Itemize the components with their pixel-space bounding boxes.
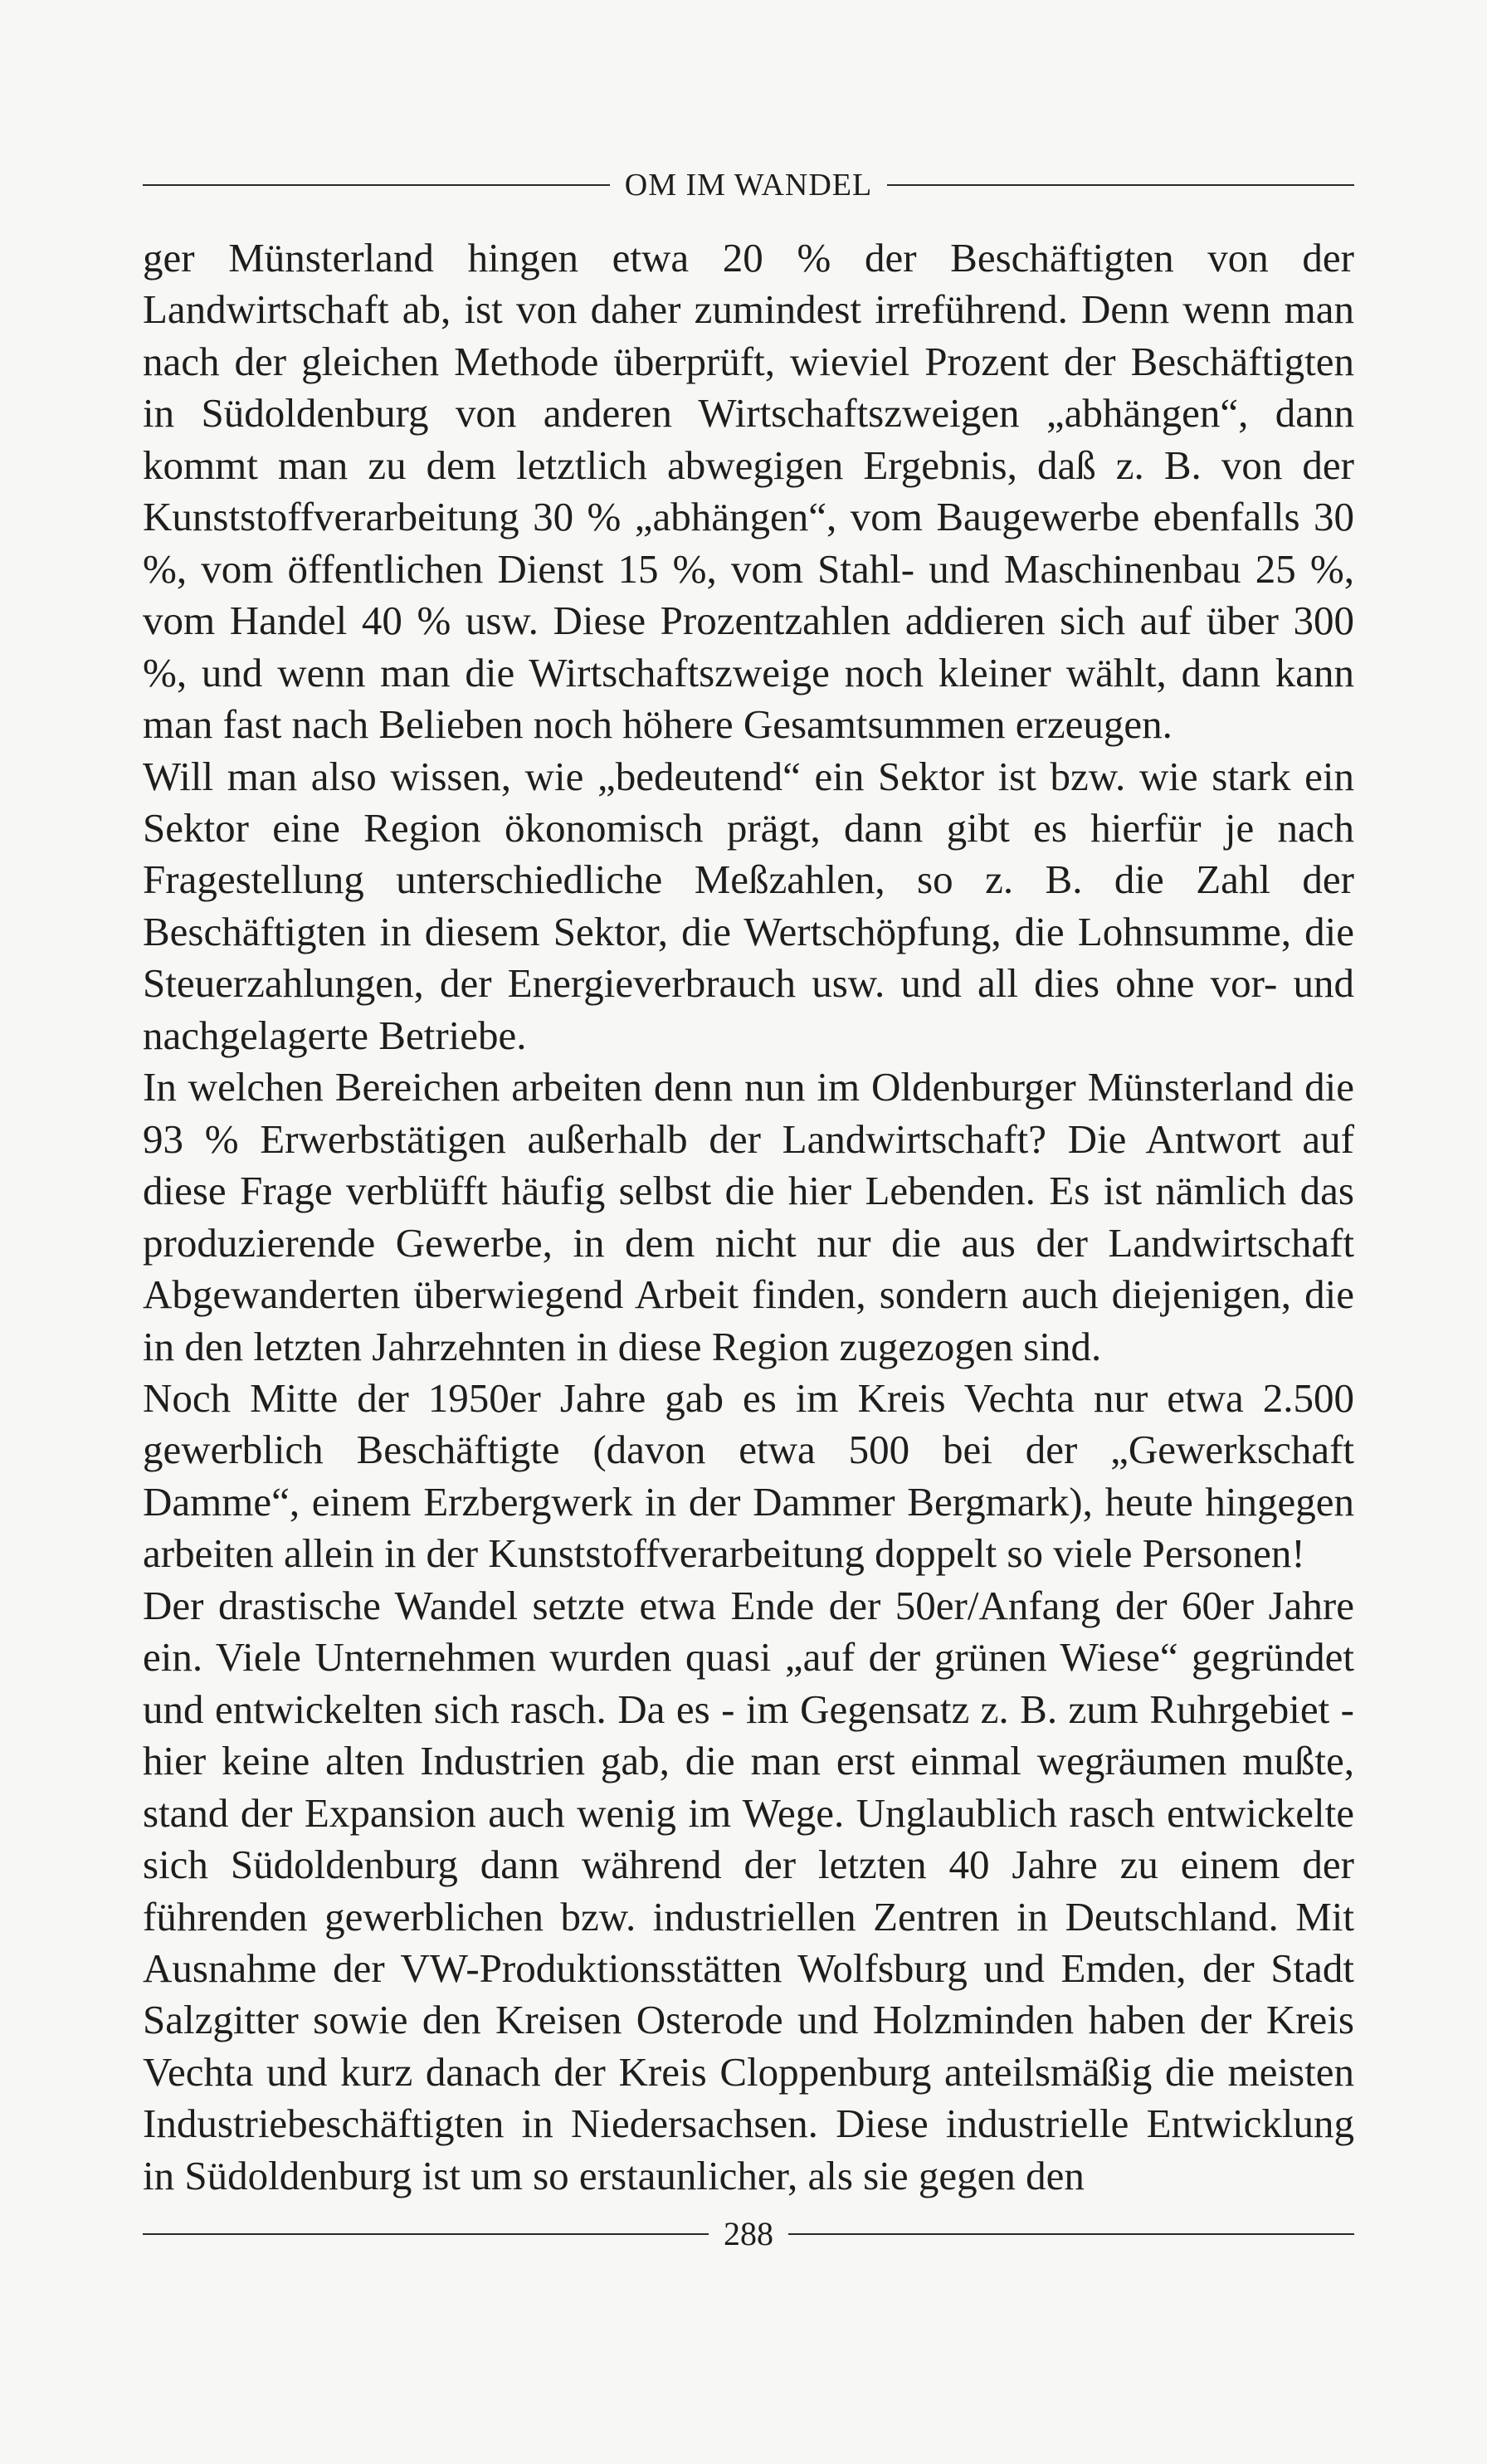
- paragraph: In welchen Bereichen arbeiten denn nun im Oldenburger Münsterland die 93 % Erwerbstätigen außerhalb der Landwirtschaft? Die Antwort auf diese Frage verblüfft häufig selbst die hier Lebenden. Es ist nämlich das produzierende Gewerbe, in dem nicht nur die aus der Landwirtschaft Abgewanderten überwiegend Arbeit finden, sondern auch diejenigen, die in den letzten Jahrzehnten in diese Region zugezogen sind.: [143, 1064, 1354, 1369]
- page-footer: [143, 2211, 1354, 2257]
- paragraph: ger Münsterland hingen etwa 20 % der Beschäftigten von der Landwirtschaft ab, ist von daher zumindest irreführend. Denn wenn man nach der gleichen Methode überprüft, wieviel Prozent der Beschäftigten in Südoldenburg von anderen Wirtschaftszweigen „abhängen“, dann kommt man zu dem letztlich abwegigen Ergebnis, daß z. B. von der Kunststoffverarbeitung 30 % „abhängen“, vom Baugewerbe ebenfalls 30 %, vom öffentlichen Dienst 15 %, vom Stahl- und Maschinenbau 25 %, vom Handel 40 % usw. Diese Prozentzahlen addieren sich auf über 300 %, und wenn man die Wirtschaftszweige noch kleiner wählt, dann kann man fast nach Belieben noch höhere Gesamtsummen erzeugen.: [143, 235, 1354, 748]
- header-rule-right: [887, 184, 1354, 186]
- page-number: 288: [724, 2215, 773, 2252]
- paragraph: Der drastische Wandel setzte etwa Ende der 50er/Anfang der 60er Jahre ein. Viele Unternehmen wurden quasi „auf der grünen Wiese“ gegründet und entwickelten sich rasch. Da es - im Gegensatz z. B. zum Ruhrgebiet - hier keine alten Industrien gab, die man erst einmal wegräumen mußte, stand der Expansion auch wenig im Wege. Unglaublich rasch entwickelte sich Südoldenburg dann während der letzten 40 Jahre zu einem der führenden gewerblichen bzw. industriellen Zentren in Deutschland. Mit Ausnahme der VW-Produktionsstätten Wolfsburg und Emden, der Stadt Salzgitter sowie den Kreisen Osterode und Holzminden haben der Kreis Vechta und kurz danach der Kreis Cloppenburg anteilsmäßig die meisten Industriebeschäftigten in Niedersachsen. Diese industrielle Entwicklung in Südoldenburg ist um so erstaunlicher, als sie gegen den: [143, 1582, 1354, 2198]
- footer-rule-right: [788, 2233, 1354, 2235]
- footer-rule-left: [143, 2233, 709, 2235]
- paragraph: Noch Mitte der 1950er Jahre gab es im Kreis Vechta nur etwa 2.500 gewerblich Beschäftigte (davon etwa 500 bei der „Gewerkschaft Damme“, einem Erzbergwerk in der Dammer Bergmark), heute hingegen arbeiten allein in der Kunststoffverarbeitung doppelt so viele Personen!: [143, 1374, 1354, 1577]
- running-header: [143, 164, 1354, 206]
- paragraph: Will man also wissen, wie „bedeutend“ ein Sektor ist bzw. wie stark ein Sektor eine Region ökonomisch prägt, dann gibt es hierfür je nach Fragestellung unterschiedliche Meßzahlen, so z. B. die Zahl der Beschäftigten in diesem Sektor, die Wertschöpfung, die Lohnsumme, die Steuerzahlungen, der Energieverbrauch usw. und all dies ohne vor- und nachgelagerte Betriebe.: [143, 753, 1354, 1058]
- body-text: [143, 232, 1354, 2202]
- header-rule-left: [143, 184, 610, 186]
- running-title: OM IM WANDEL: [624, 168, 873, 202]
